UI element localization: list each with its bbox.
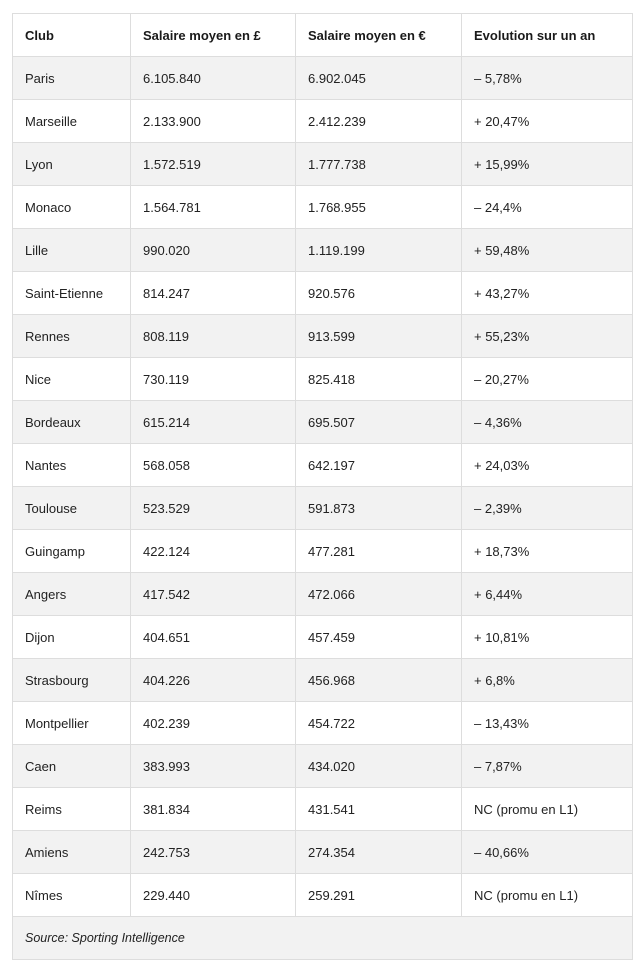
cell-salary-gbp: 615.214: [131, 401, 296, 444]
header-club: Club: [13, 14, 131, 57]
header-salary-eur: Salaire moyen en €: [296, 14, 462, 57]
cell-salary-gbp: 383.993: [131, 745, 296, 788]
cell-evolution: + 43,27%: [462, 272, 633, 315]
table-row: [13, 315, 633, 358]
table-row: [13, 401, 633, 444]
cell-evolution: – 13,43%: [462, 702, 633, 745]
cell-salary-eur: 434.020: [296, 745, 462, 788]
cell-club: Nîmes: [13, 874, 131, 917]
salary-table: [12, 13, 633, 960]
cell-club: Monaco: [13, 186, 131, 229]
cell-evolution: + 59,48%: [462, 229, 633, 272]
cell-salary-gbp: 242.753: [131, 831, 296, 874]
cell-salary-gbp: 229.440: [131, 874, 296, 917]
cell-evolution: + 10,81%: [462, 616, 633, 659]
cell-club: Montpellier: [13, 702, 131, 745]
table-row: [13, 186, 633, 229]
source-note: Source: Sporting Intelligence: [13, 917, 633, 960]
cell-salary-eur: 456.968: [296, 659, 462, 702]
cell-evolution: + 15,99%: [462, 143, 633, 186]
cell-evolution: – 4,36%: [462, 401, 633, 444]
cell-salary-eur: 457.459: [296, 616, 462, 659]
cell-club: Paris: [13, 57, 131, 100]
cell-salary-eur: 274.354: [296, 831, 462, 874]
cell-evolution: NC (promu en L1): [462, 874, 633, 917]
cell-salary-eur: 642.197: [296, 444, 462, 487]
table-row: [13, 272, 633, 315]
cell-salary-gbp: 990.020: [131, 229, 296, 272]
table-row: [13, 143, 633, 186]
cell-salary-eur: 259.291: [296, 874, 462, 917]
cell-salary-gbp: 1.564.781: [131, 186, 296, 229]
cell-salary-gbp: 6.105.840: [131, 57, 296, 100]
cell-salary-eur: 1.777.738: [296, 143, 462, 186]
table-row: [13, 702, 633, 745]
cell-salary-eur: 6.902.045: [296, 57, 462, 100]
cell-club: Marseille: [13, 100, 131, 143]
cell-salary-gbp: 422.124: [131, 530, 296, 573]
table-row: [13, 444, 633, 487]
cell-club: Saint-Etienne: [13, 272, 131, 315]
cell-club: Rennes: [13, 315, 131, 358]
cell-club: Angers: [13, 573, 131, 616]
table-row: [13, 573, 633, 616]
cell-evolution: + 20,47%: [462, 100, 633, 143]
cell-salary-gbp: 417.542: [131, 573, 296, 616]
cell-salary-eur: 454.722: [296, 702, 462, 745]
cell-salary-gbp: 814.247: [131, 272, 296, 315]
cell-club: Strasbourg: [13, 659, 131, 702]
table-row: [13, 831, 633, 874]
cell-salary-eur: 2.412.239: [296, 100, 462, 143]
cell-evolution: – 7,87%: [462, 745, 633, 788]
cell-salary-eur: 695.507: [296, 401, 462, 444]
cell-evolution: NC (promu en L1): [462, 788, 633, 831]
cell-salary-gbp: 404.651: [131, 616, 296, 659]
cell-salary-eur: 472.066: [296, 573, 462, 616]
cell-evolution: – 20,27%: [462, 358, 633, 401]
cell-salary-eur: 477.281: [296, 530, 462, 573]
cell-club: Toulouse: [13, 487, 131, 530]
table-row: [13, 745, 633, 788]
cell-club: Bordeaux: [13, 401, 131, 444]
table-footer-row: [13, 917, 633, 960]
cell-club: Lyon: [13, 143, 131, 186]
table-row: [13, 57, 633, 100]
cell-salary-eur: 431.541: [296, 788, 462, 831]
cell-club: Nice: [13, 358, 131, 401]
table-row: [13, 229, 633, 272]
cell-salary-eur: 591.873: [296, 487, 462, 530]
cell-club: Reims: [13, 788, 131, 831]
table-row: [13, 358, 633, 401]
cell-salary-gbp: 523.529: [131, 487, 296, 530]
cell-evolution: + 6,44%: [462, 573, 633, 616]
cell-salary-gbp: 404.226: [131, 659, 296, 702]
cell-evolution: – 24,4%: [462, 186, 633, 229]
salary-table-container: [12, 13, 632, 960]
cell-salary-eur: 825.418: [296, 358, 462, 401]
cell-evolution: – 5,78%: [462, 57, 633, 100]
cell-evolution: + 55,23%: [462, 315, 633, 358]
table-header-row: [13, 14, 633, 57]
cell-salary-gbp: 568.058: [131, 444, 296, 487]
table-row: [13, 487, 633, 530]
cell-evolution: + 18,73%: [462, 530, 633, 573]
table-row: [13, 616, 633, 659]
table-row: [13, 788, 633, 831]
cell-salary-gbp: 2.133.900: [131, 100, 296, 143]
table-row: [13, 659, 633, 702]
cell-salary-gbp: 808.119: [131, 315, 296, 358]
cell-salary-eur: 913.599: [296, 315, 462, 358]
cell-salary-gbp: 1.572.519: [131, 143, 296, 186]
cell-evolution: + 24,03%: [462, 444, 633, 487]
header-evolution: Evolution sur un an: [462, 14, 633, 57]
cell-evolution: + 6,8%: [462, 659, 633, 702]
table-row: [13, 874, 633, 917]
table-body: [13, 57, 633, 917]
cell-club: Dijon: [13, 616, 131, 659]
table-row: [13, 530, 633, 573]
cell-salary-gbp: 381.834: [131, 788, 296, 831]
cell-salary-gbp: 730.119: [131, 358, 296, 401]
cell-club: Guingamp: [13, 530, 131, 573]
cell-club: Lille: [13, 229, 131, 272]
cell-club: Nantes: [13, 444, 131, 487]
cell-salary-gbp: 402.239: [131, 702, 296, 745]
table-row: [13, 100, 633, 143]
cell-evolution: – 40,66%: [462, 831, 633, 874]
cell-club: Amiens: [13, 831, 131, 874]
cell-evolution: – 2,39%: [462, 487, 633, 530]
cell-salary-eur: 1.119.199: [296, 229, 462, 272]
cell-salary-eur: 1.768.955: [296, 186, 462, 229]
header-salary-gbp: Salaire moyen en £: [131, 14, 296, 57]
cell-salary-eur: 920.576: [296, 272, 462, 315]
cell-club: Caen: [13, 745, 131, 788]
